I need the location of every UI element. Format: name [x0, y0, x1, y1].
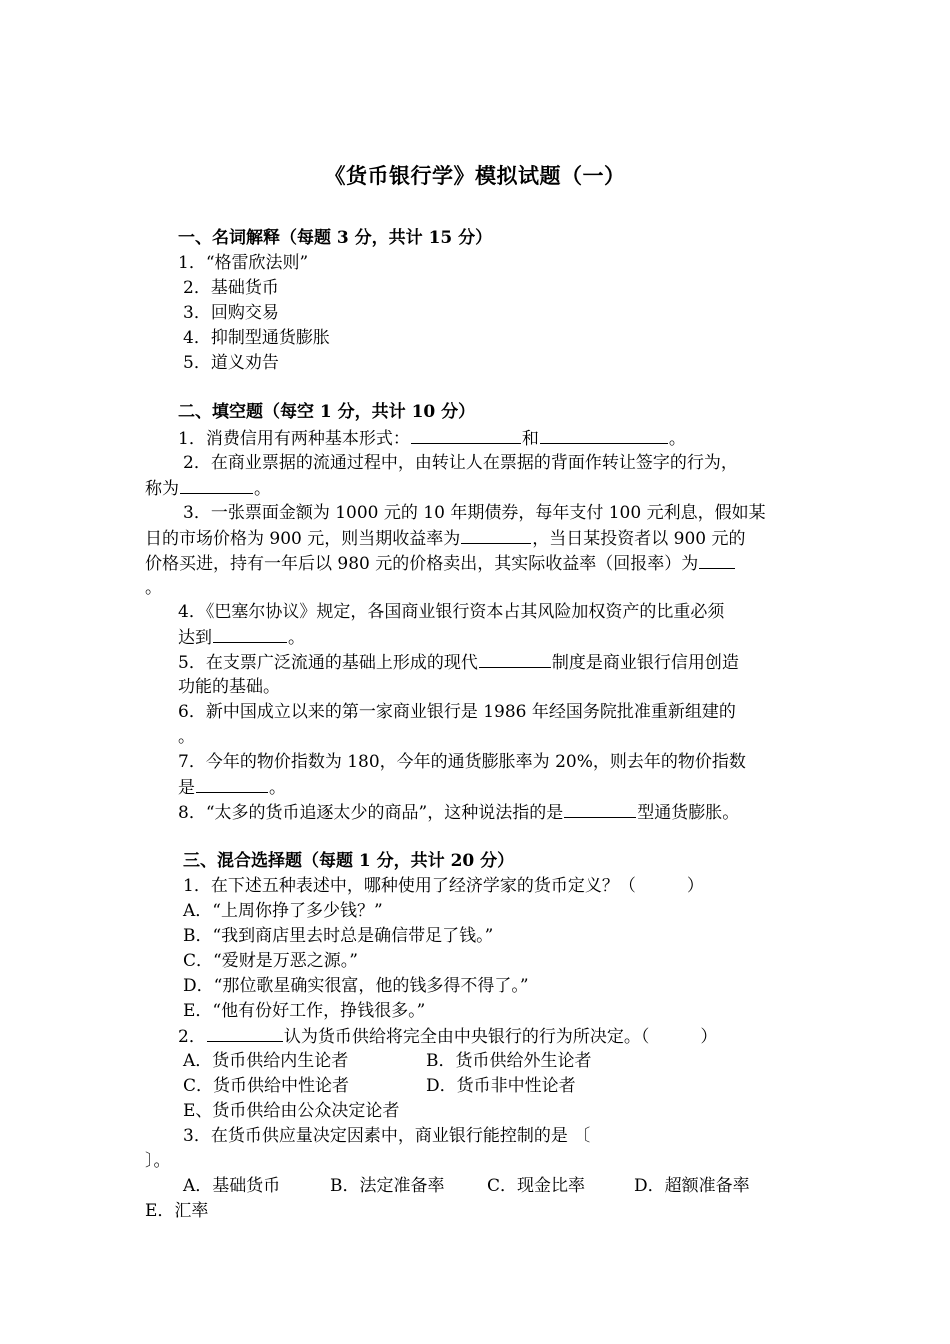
choice-q2-option-c: C．货币供给中性论者	[183, 1076, 350, 1096]
answer-blank	[196, 775, 268, 793]
answer-blank	[207, 1024, 283, 1042]
q8-text-a: 8．“太多的货币追逐太少的商品”，这种说法指的是	[178, 803, 564, 823]
choice-q2-option-a: A．货币供给内生论者	[183, 1051, 349, 1071]
choice-q2-option-b: B．货币供给外生论者	[426, 1051, 592, 1071]
fill-question-4-line1: 4．《巴塞尔协议》规定，各国商业银行资本占其风险加权资产的比重必须	[178, 602, 725, 622]
section2-heading: 二、填空题（每空 1 分，共计 10 分）	[178, 402, 476, 422]
choice-q1-option-a: A．“上周你挣了多少钱？”	[183, 901, 383, 921]
answer-blank	[540, 426, 668, 444]
fill-question-3-line3	[145, 551, 736, 576]
choice-question-1-stem: 1．在下述五种表述中，哪种使用了经济学家的货币定义？（ ）	[183, 876, 704, 896]
fill-question-3-line4: 。	[145, 578, 162, 598]
section1-item-2: 2．基础货币	[183, 278, 279, 298]
choice-q3-option-e: E．汇率	[145, 1201, 209, 1221]
choice-q1-option-d: D．“那位歌星确实很富，他的钱多得不得了。”	[183, 976, 529, 996]
q7-text-a: 是	[178, 778, 195, 798]
choice-question-2-stem	[178, 1024, 717, 1049]
choice-question-3-stem-end: 〕。	[145, 1151, 171, 1171]
answer-blank	[564, 800, 636, 818]
fill-question-2-line1: 2．在商业票据的流通过程中，由转让人在票据的背面作转让签字的行为，	[183, 453, 738, 473]
answer-blank	[699, 551, 735, 569]
section1-item-3: 3．回购交易	[183, 303, 279, 323]
q7-text-b: 。	[269, 778, 286, 798]
answer-blank	[411, 426, 521, 444]
fill-question-6-line1: 6．新中国成立以来的第一家商业银行是 1986 年经国务院批准重新组建的	[178, 702, 736, 722]
choice-q1-option-b: B．“我到商店里去时总是确信带足了钱。”	[183, 926, 494, 946]
section1-heading: 一、名词解释（每题 3 分，共计 15 分）	[178, 228, 493, 248]
page-title: 《货币银行学》模拟试题（一）	[324, 163, 626, 188]
q3-text-a: 日的市场价格为 900 元，则当期收益率为	[145, 529, 461, 549]
fill-question-4-line2	[178, 625, 305, 650]
choice-q1-option-c: C．“爱财是万恶之源。”	[183, 951, 358, 971]
choice-q3-option-b: B．法定准备率	[330, 1176, 445, 1196]
q2-number: 2．	[178, 1027, 206, 1047]
fill-question-6-line2: 。	[178, 727, 195, 747]
answer-blank	[461, 526, 531, 544]
q1-text-c: 。	[668, 429, 686, 449]
fill-question-7-line2	[178, 775, 286, 800]
q1-text-a: 1．消费信用有两种基本形式：	[178, 429, 410, 449]
q4-text-b: 。	[288, 628, 305, 648]
fill-question-5-line1	[178, 650, 739, 675]
q3-text-c: 价格买进，持有一年后以 980 元的价格卖出，其实际收益率（回报率）为	[145, 554, 699, 574]
choice-q3-option-c: C．现金比率	[487, 1176, 586, 1196]
section1-item-5: 5．道义劝告	[183, 353, 279, 373]
section3-heading: 三、混合选择题（每题 1 分，共计 20 分）	[183, 851, 515, 871]
q2-text-a: 称为	[145, 479, 179, 499]
fill-question-5-line2: 功能的基础。	[178, 677, 280, 697]
fill-question-8	[178, 800, 739, 825]
fill-question-3-line1: 3．一张票面金额为 1000 元的 10 年期债券，每年支付 100 元利息，假如某	[183, 503, 766, 523]
choice-q2-option-d: D．货币非中性论者	[426, 1076, 576, 1096]
answer-blank	[213, 625, 287, 643]
fill-question-3-line2	[145, 526, 746, 551]
q1-text-b: 和	[521, 429, 539, 449]
fill-question-7-line1: 7．今年的物价指数为 180，今年的通货膨胀率为 20%，则去年的物价指数	[178, 752, 746, 772]
q8-text-b: 型通货膨胀。	[637, 803, 740, 823]
section1-item-1: 1．“格雷欣法则”	[178, 253, 309, 273]
q3-text-b: ，当日某投资者以 900 元的	[532, 529, 746, 549]
choice-q3-option-d: D．超额准备率	[634, 1176, 750, 1196]
answer-blank	[479, 650, 551, 668]
q5-text-b: 制度是商业银行信用创造	[551, 653, 739, 673]
choice-q1-option-e: E．“他有份好工作，挣钱很多。”	[183, 1001, 426, 1021]
fill-question-1	[178, 426, 686, 451]
answer-blank	[180, 476, 253, 494]
q2-text-b: 。	[254, 479, 271, 499]
fill-question-2-line2	[145, 476, 271, 501]
q2-stem-text: 认为货币供给将完全由中央银行的行为所决定。（ ）	[283, 1027, 718, 1047]
q4-text-a: 达到	[178, 628, 212, 648]
q5-text-a: 5．在支票广泛流通的基础上形成的现代	[178, 653, 478, 673]
choice-q2-option-e: E、货币供给由公众决定论者	[183, 1101, 400, 1121]
choice-q3-option-a: A．基础货币	[183, 1176, 281, 1196]
section1-item-4: 4．抑制型通货膨胀	[183, 328, 330, 348]
choice-question-3-stem: 3．在货币供应量决定因素中，商业银行能控制的是 〔	[183, 1126, 591, 1146]
